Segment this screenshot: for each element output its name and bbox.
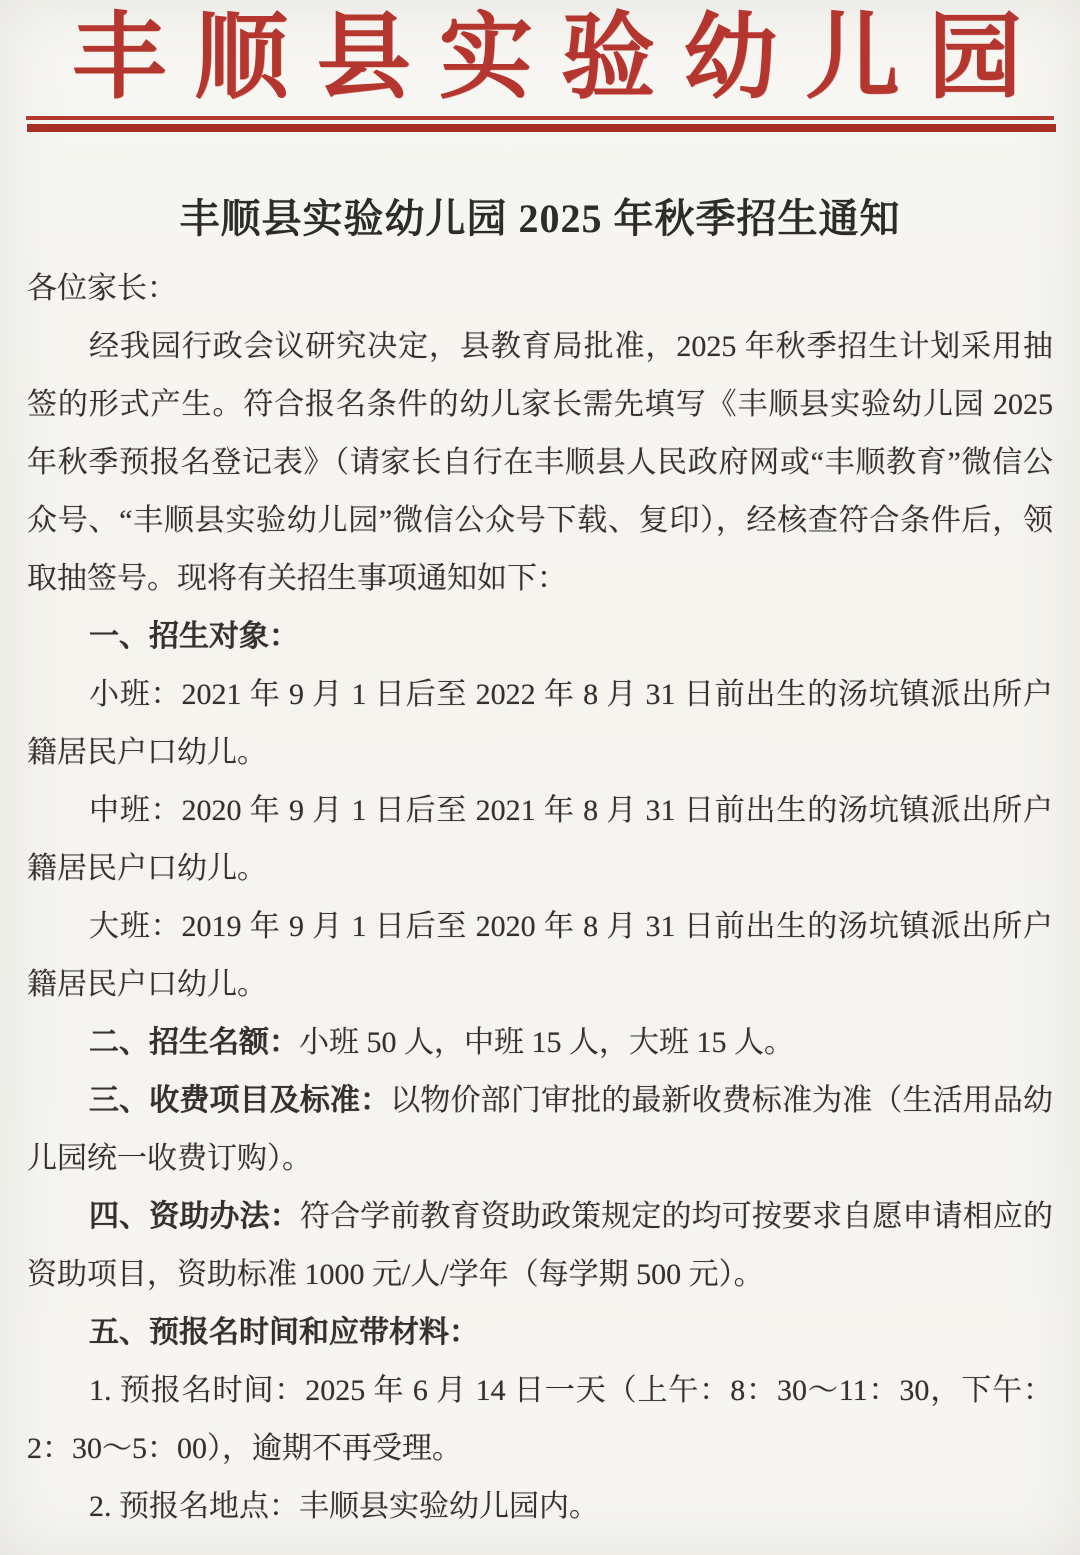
masthead-char: 幼 — [683, 6, 778, 110]
masthead-char: 儿 — [805, 6, 900, 110]
section5-item-place: 2. 预报名地点：丰顺县实验幼儿园内。 — [89, 1490, 599, 1523]
masthead-char: 实 — [438, 6, 533, 110]
section1-item-zhongban: 中班：2020 年 9 月 1 日后至 2021 年 8 月 31 日前出生的汤坑镇派出所户籍居民户口幼儿。 — [27, 794, 1053, 885]
masthead-char: 验 — [561, 6, 656, 110]
section2-label: 二、招生名额： — [89, 1026, 299, 1059]
masthead-char: 县 — [316, 6, 411, 110]
masthead-char: 丰 — [72, 6, 167, 110]
letterhead-rule-thick — [27, 124, 1056, 132]
section5-item-time: 1. 预报名时间：2025 年 6 月 14 日一天（上午：8：30～11：30，下午：2：30～5：00），逾期不再受理。 — [27, 1374, 1053, 1465]
section1-item-xiaoban: 小班：2021 年 9 月 1 日后至 2022 年 8 月 31 日前出生的汤坑镇派出所户籍居民户口幼儿。 — [27, 678, 1053, 769]
section3-paragraph — [27, 1072, 1053, 1188]
masthead-char: 园 — [927, 6, 1022, 110]
section2-text: 小班 50 人，中班 15 人，大班 15 人。 — [299, 1026, 794, 1059]
section3-text: 以物价部门审批的最新收费标准为准（生活用品幼儿园统一收费订购）。 — [27, 1084, 1054, 1175]
notice-body — [0, 194, 1080, 1536]
section1-heading: 一、招生对象： — [89, 620, 299, 653]
section4-paragraph — [27, 1188, 1053, 1304]
section4-label: 四、资助办法： — [89, 1200, 300, 1233]
intro-paragraph: 经我园行政会议研究决定，县教育局批准，2025 年秋季招生计划采用抽签的形式产生。符合报名条件的幼儿家长需先填写《丰顺县实验幼儿园 2025 年秋季预报名登记表》（请家长自行在丰顺县人民政府网或“丰顺教育”微信公众号、“丰顺县实验幼儿园”微信公众号下载、复印），经核查符合条件后，领取抽签号。现将有关招生事项通知如下： — [27, 330, 1053, 595]
section2-paragraph — [27, 1014, 1053, 1072]
section1-item-daban: 大班：2019 年 9 月 1 日后至 2020 年 8 月 31 日前出生的汤坑镇派出所户籍居民户口幼儿。 — [27, 910, 1053, 1001]
section4-text: 符合学前教育资助政策规定的均可按要求自愿申请相应的资助项目，资助标准 1000 元/人/学年（每学期 500 元）。 — [27, 1200, 1054, 1291]
notice-content — [0, 244, 1080, 1536]
section3-label: 三、收费项目及标准： — [89, 1084, 391, 1117]
section5-heading: 五、预报名时间和应带材料： — [89, 1316, 479, 1349]
kindergarten-name-masthead — [0, 0, 1080, 110]
notice-title: 丰顺县实验幼儿园 2025 年秋季招生通知 — [179, 196, 901, 241]
masthead-char: 顺 — [194, 6, 289, 110]
letterhead-rule-thin — [26, 116, 1054, 120]
letterhead — [0, 0, 1080, 132]
salutation: 各位家长： — [27, 272, 177, 305]
